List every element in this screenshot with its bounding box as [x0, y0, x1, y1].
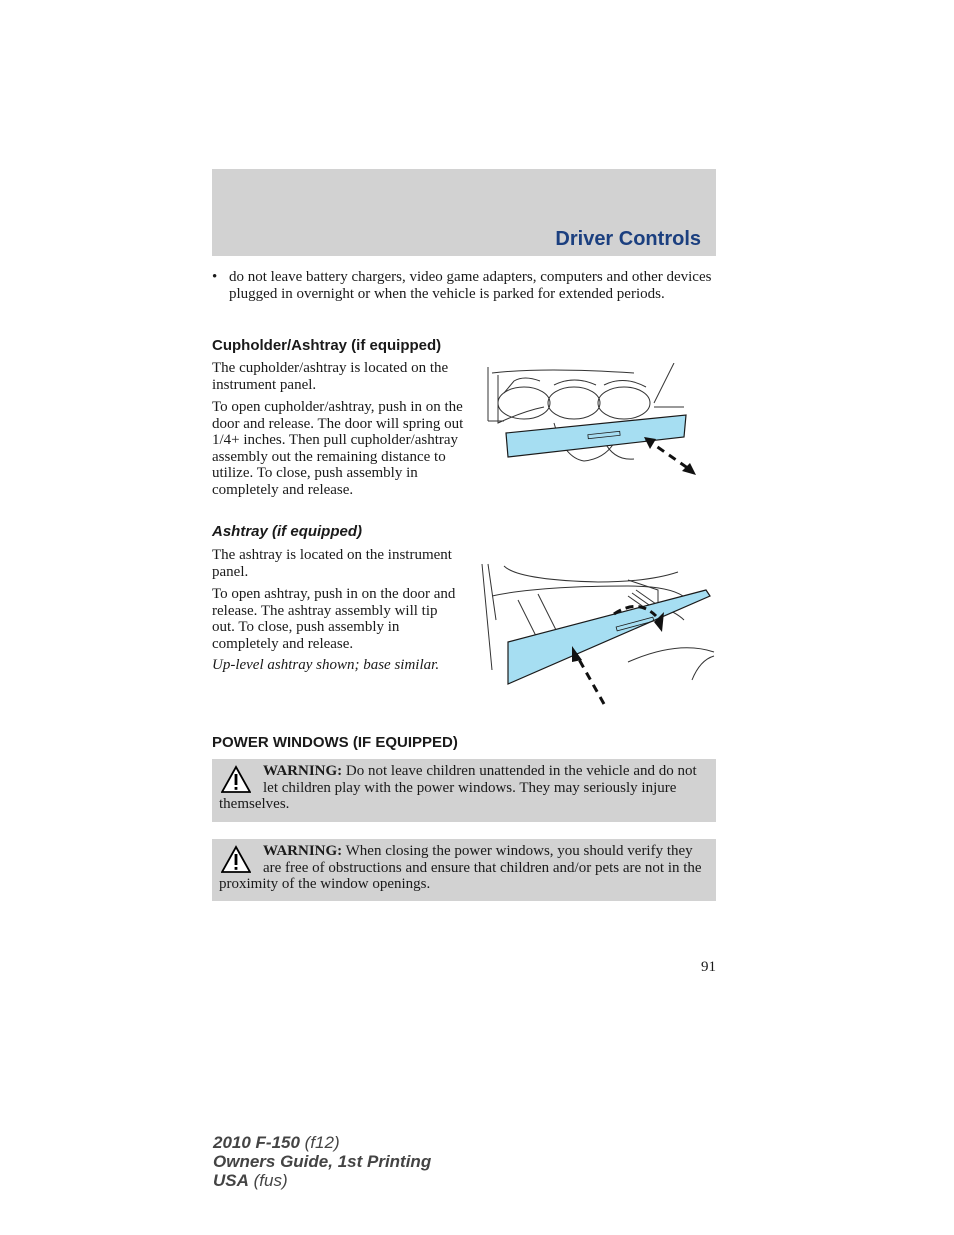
- cupholder-heading: Cupholder/Ashtray (if equipped): [212, 337, 442, 354]
- footer-market-code: (fus): [248, 1171, 288, 1190]
- warning-text: Do not leave children unattended in the vehicle and do not let children play with the power windows. They may seriously injure themselves.: [219, 763, 697, 813]
- cupholder-paragraph-1: The cupholder/ashtray is located on the instrument panel.: [212, 360, 449, 393]
- ashtray-paragraph-2: To open ashtray, push in on the door and release. The ashtray assembly will tip out. To close, push assembly in completely and release.: [212, 586, 456, 652]
- footer-printing: Owners Guide, 1st Printing: [213, 1152, 432, 1171]
- footer-model: 2010 F-150: [213, 1133, 300, 1152]
- page-title: Driver Controls: [555, 228, 701, 250]
- cupholder-paragraph-2: To open cupholder/ashtray, push in on the door and release. The door will spring out 1/4+ inches. Then pull cupholder/ashtray assembly out the remaining distance to utilize. To close, push assembly in completely and release.: [212, 399, 464, 498]
- ashtray-paragraph-1: The ashtray is located on the instrument panel.: [212, 547, 452, 580]
- power-windows-heading: POWER WINDOWS (IF EQUIPPED): [212, 734, 458, 751]
- header-band: [212, 169, 716, 256]
- bullet-text: do not leave battery chargers, video game adapters, computers and other devices plugged in overnight or when the vehicle is parked for extended periods.: [229, 269, 712, 302]
- footer-imprint: [213, 1133, 431, 1190]
- footer-model-code: (f12): [299, 1133, 340, 1152]
- bullet-symbol: •: [212, 269, 218, 285]
- warning-label: WARNING:: [263, 843, 343, 859]
- warning-label: WARNING:: [263, 763, 343, 779]
- bullet-item: [212, 269, 712, 302]
- footer-market: USA: [213, 1171, 249, 1190]
- ashtray-note: Up-level ashtray shown; base similar.: [212, 657, 440, 673]
- ashtray-heading: Ashtray (if equipped): [212, 523, 363, 540]
- warning-text: When closing the power windows, you should verify they are free of obstructions and ensure that children and/or pets are not in the proximity of the window openings.: [219, 843, 702, 893]
- warning-box-1: [212, 759, 716, 822]
- ashtray-illustration: [478, 560, 718, 708]
- warning-icon: [221, 845, 251, 875]
- cupholder-illustration: [484, 363, 700, 479]
- warning-box-2: [212, 839, 716, 901]
- warning-icon: [221, 765, 251, 795]
- page-number: 91: [701, 959, 716, 975]
